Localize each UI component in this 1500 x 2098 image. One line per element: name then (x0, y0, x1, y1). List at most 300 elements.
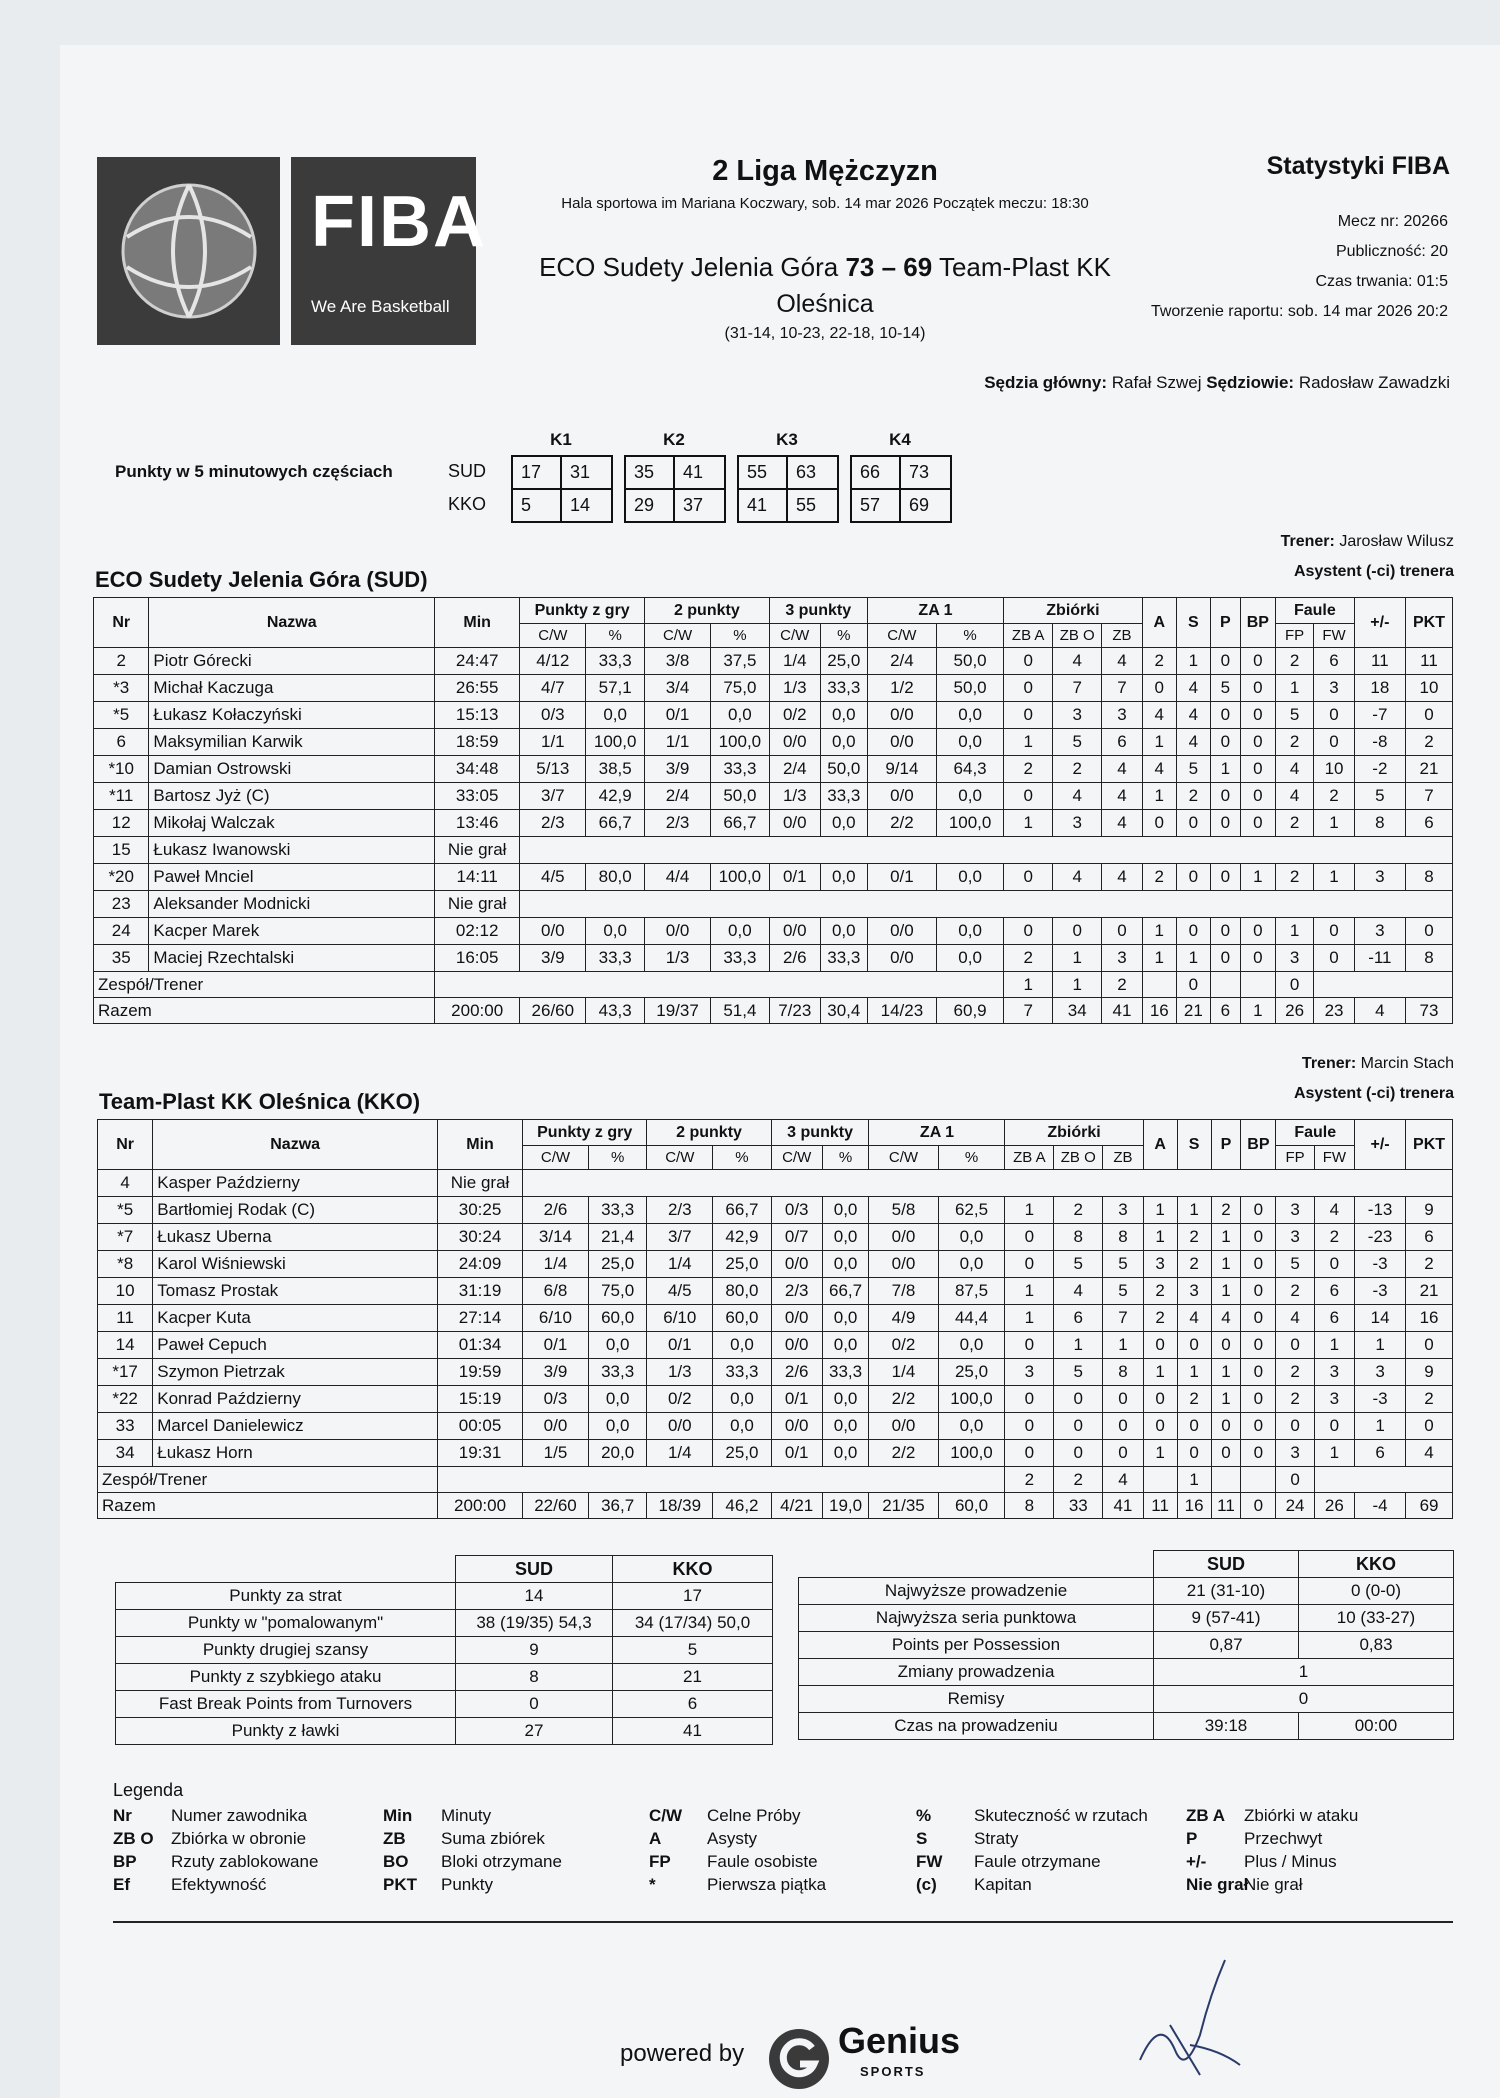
player-row (94, 756, 1453, 783)
stat-cell: 0,0 (713, 1413, 771, 1440)
stat-cell: 0 (1103, 1386, 1143, 1413)
summary-value: 38 (19/35) 54,3 (456, 1610, 613, 1637)
stat-cell: 0 (1241, 1278, 1276, 1305)
totals-cell: 73 (1405, 998, 1452, 1024)
stat-cell: 1 (1004, 729, 1053, 756)
legend-desc: Minuty (441, 1806, 492, 1825)
stat-cell: 0,0 (820, 918, 867, 945)
footer-divider (113, 1921, 1453, 1923)
stat-cell: 4 (1275, 756, 1313, 783)
stat-cell: 0/0 (867, 729, 936, 756)
referee-name: Rafał Szwej (1111, 373, 1202, 392)
stat-cell: 50,0 (937, 675, 1004, 702)
stat-cell: 0/0 (869, 1224, 938, 1251)
player-name: Bartłomiej Rodak (C) (153, 1197, 438, 1224)
totals-cell: 11 (1143, 1493, 1177, 1519)
player-name: Paweł Mnciel (149, 864, 435, 891)
stat-cell: 00:05 (438, 1413, 523, 1440)
stat-cell: 60,0 (588, 1305, 646, 1332)
team-coach-label: Zespół/Trener (94, 972, 435, 998)
stat-cell: 0,0 (937, 918, 1004, 945)
summary-team-col: KKO (1299, 1551, 1454, 1578)
stat-cell: 1 (1142, 729, 1176, 756)
col-sub: % (938, 1146, 1005, 1170)
stat-cell: 2/4 (867, 648, 936, 675)
stat-cell: 3/4 (644, 675, 710, 702)
summary-row (799, 1605, 1454, 1632)
stat-cell: 0 (1054, 1413, 1103, 1440)
stat-cell: 50,0 (937, 648, 1004, 675)
player-row (94, 675, 1453, 702)
totals-cell: 21 (1176, 998, 1210, 1024)
player-number: 11 (98, 1305, 153, 1332)
stat-cell: 1 (1240, 864, 1275, 891)
legend-item (649, 1875, 826, 1895)
stat-cell: 3/9 (644, 756, 710, 783)
stat-cell: 4 (1406, 1440, 1453, 1467)
col-sub: % (586, 624, 645, 648)
stat-cell: 1 (1005, 1278, 1054, 1305)
five-min-team-kko: KKO (448, 494, 487, 514)
stat-cell: 87,5 (938, 1278, 1005, 1305)
stat-cell: 3/9 (523, 1359, 589, 1386)
stat-cell: 1 (1004, 810, 1053, 837)
totals-cell: 7 (1004, 998, 1053, 1024)
stat-cell: 1/3 (769, 783, 820, 810)
player-number: 14 (98, 1332, 153, 1359)
stat-cell: 0 (1004, 675, 1053, 702)
stat-cell: 2/2 (869, 1386, 938, 1413)
stat-cell: 3/8 (644, 648, 710, 675)
stat-cell: 1 (1142, 918, 1176, 945)
summary-value: 0 (456, 1691, 613, 1718)
stat-cell: 10 (1314, 756, 1355, 783)
five-min-value: 31 (570, 462, 591, 482)
stat-cell: 0/0 (869, 1251, 938, 1278)
legend-desc: Numer zawodnika (171, 1806, 308, 1825)
col-group: Zbiórki (1004, 598, 1143, 624)
player-row (98, 1197, 1453, 1224)
final-score: 73 – 69 (845, 252, 933, 282)
summary-value: 5 (613, 1637, 773, 1664)
legend-item (649, 1829, 757, 1849)
stats-table-sud (93, 597, 1453, 1024)
stat-cell: 0 (1143, 1386, 1177, 1413)
stat-cell: 7 (1405, 783, 1452, 810)
attendance: Publiczność: 20 (1335, 243, 1448, 260)
legend-abbr: * (649, 1875, 656, 1894)
stat-cell: 0 (1103, 1413, 1143, 1440)
col-sub: C/W (647, 1146, 713, 1170)
stat-cell: -3 (1355, 1386, 1406, 1413)
col-min: Min (438, 1120, 523, 1170)
stat-cell: 60,0 (713, 1305, 771, 1332)
stat-cell: 4 (1177, 1305, 1211, 1332)
summary-value: 00:00 (1299, 1713, 1454, 1740)
stat-cell: 1 (1210, 756, 1240, 783)
stat-cell: 20,0 (588, 1440, 646, 1467)
home-team: ECO Sudety Jelenia Góra (539, 252, 839, 282)
stat-cell: 7/8 (869, 1278, 938, 1305)
stat-cell: 66,7 (586, 810, 645, 837)
stat-cell: 0,0 (586, 702, 645, 729)
stat-cell: -3 (1355, 1278, 1406, 1305)
stat-cell: 0 (1240, 810, 1275, 837)
summary-value: 34 (17/34) 50,0 (613, 1610, 773, 1637)
stat-cell: 0,0 (822, 1224, 869, 1251)
five-min-value: 37 (683, 495, 704, 515)
five-min-value: 55 (796, 495, 817, 515)
five-min-value: 66 (860, 462, 881, 482)
stat-cell: 33,3 (820, 945, 867, 972)
stat-cell: 0/3 (771, 1197, 822, 1224)
stat-cell: 3 (1276, 1440, 1314, 1467)
stat-cell: 33,3 (822, 1359, 869, 1386)
stat-cell: 6 (1406, 1224, 1453, 1251)
stat-cell: 42,9 (586, 783, 645, 810)
legend-abbr: (c) (916, 1875, 937, 1894)
legend-abbr: ZB O (113, 1829, 154, 1848)
col-sub: ZB (1103, 1146, 1143, 1170)
stat-cell: 0 (1241, 1440, 1276, 1467)
stat-cell: 1 (1176, 945, 1210, 972)
stat-cell: 4 (1176, 675, 1210, 702)
stat-cell: 4 (1102, 783, 1143, 810)
stat-cell: 0 (1177, 1332, 1211, 1359)
player-number: 33 (98, 1413, 153, 1440)
stat-cell: 1 (1211, 1251, 1241, 1278)
stat-cell: 0 (1142, 675, 1176, 702)
summary-label: Punkty drugiej szansy (116, 1637, 456, 1664)
totals-cell: 200:00 (438, 1493, 523, 1519)
player-name: Bartosz Jyż (C) (149, 783, 435, 810)
totals-cell: 14/23 (867, 998, 936, 1024)
summary-label: Fast Break Points from Turnovers (116, 1691, 456, 1718)
legend-desc: Skuteczność w rzutach (974, 1806, 1148, 1825)
stat-cell: 33,3 (820, 783, 867, 810)
totals-cell: 26/60 (520, 998, 586, 1024)
coach-line-kko (1302, 1055, 1454, 1073)
stat-cell: 0/1 (523, 1332, 589, 1359)
totals-cell: 21/35 (869, 1493, 938, 1519)
totals-cell: 0 (1241, 1493, 1276, 1519)
legend-desc: Asysty (707, 1829, 758, 1848)
stat-cell: 0,0 (822, 1386, 869, 1413)
legend-desc: Bloki otrzymane (441, 1852, 562, 1871)
stat-cell: 21,4 (588, 1224, 646, 1251)
stat-cell: 0 (1241, 1305, 1276, 1332)
stat-cell: 100,0 (938, 1440, 1005, 1467)
stat-cell: 66,7 (713, 1197, 771, 1224)
stat-cell: 1 (1176, 648, 1210, 675)
player-name: Damian Ostrowski (149, 756, 435, 783)
stat-cell: 0/2 (647, 1386, 713, 1413)
stat-cell: 75,0 (588, 1278, 646, 1305)
stat-cell: 0 (1210, 648, 1240, 675)
player-name: Kasper Październy (153, 1170, 438, 1197)
stat-cell: 0,0 (938, 1224, 1005, 1251)
stat-cell: 33,3 (588, 1359, 646, 1386)
stat-cell: 01:34 (438, 1332, 523, 1359)
stat-cell: 3 (1355, 1359, 1406, 1386)
col-group: Faule (1275, 598, 1354, 624)
stat-cell: 6 (1102, 729, 1143, 756)
summary-row (116, 1664, 773, 1691)
legend-desc: Pierwsza piątka (707, 1875, 827, 1894)
player-minutes: Nie grał (435, 891, 520, 918)
stat-cell: 0 (1102, 918, 1143, 945)
totals-cell: 51,4 (711, 998, 770, 1024)
col-sub: FP (1276, 1146, 1314, 1170)
player-number: 6 (94, 729, 149, 756)
stat-cell: 0,0 (937, 945, 1004, 972)
legend-desc: Celne Próby (707, 1806, 801, 1825)
summary-corner (799, 1551, 1154, 1578)
stat-cell: 33,3 (820, 675, 867, 702)
stat-cell: 4 (1102, 756, 1143, 783)
stat-cell: 5 (1103, 1251, 1143, 1278)
stat-cell: 8 (1054, 1224, 1103, 1251)
stat-cell: 1 (1142, 945, 1176, 972)
stat-cell: 0 (1005, 1251, 1054, 1278)
stat-cell: 100,0 (938, 1386, 1005, 1413)
legend-item (113, 1829, 306, 1849)
stat-cell: 0 (1240, 729, 1275, 756)
stat-cell: -13 (1355, 1197, 1406, 1224)
stat-cell: 2 (1143, 1305, 1177, 1332)
legend-abbr: P (1186, 1829, 1198, 1848)
col-sub: ZB (1102, 624, 1143, 648)
stat-cell: 2 (1004, 945, 1053, 972)
stat-cell: 100,0 (711, 729, 770, 756)
col-group: ZA 1 (869, 1120, 1005, 1146)
col-sub: % (937, 624, 1004, 648)
team-zb: 4 (1103, 1467, 1143, 1493)
totals-cell: 18/39 (647, 1493, 713, 1519)
stat-cell: 5 (1054, 1251, 1103, 1278)
stat-cell: 0 (1005, 1224, 1054, 1251)
stat-cell: 2 (1004, 756, 1053, 783)
stat-cell: 0 (1405, 702, 1452, 729)
summary-value: 6 (613, 1691, 773, 1718)
col-sub: % (588, 1146, 646, 1170)
player-number: 10 (98, 1278, 153, 1305)
stat-cell: 15:19 (438, 1386, 523, 1413)
stat-cell: -3 (1355, 1251, 1406, 1278)
col-sub: FP (1275, 624, 1313, 648)
stat-cell: 8 (1405, 864, 1452, 891)
totals-cell: 41 (1102, 998, 1143, 1024)
stat-cell: 0 (1004, 783, 1053, 810)
summary-label: Zmiany prowadzenia (799, 1659, 1154, 1686)
summary-value: 27 (456, 1718, 613, 1745)
five-minute-label: Punkty w 5 minutowych częściach (115, 462, 393, 481)
stat-cell: 2/6 (523, 1197, 589, 1224)
stat-cell: 11 (1354, 648, 1405, 675)
player-name: Łukasz Uberna (153, 1224, 438, 1251)
stat-cell: 8 (1103, 1224, 1143, 1251)
did-not-play-cell (523, 1170, 1453, 1197)
header-row (98, 1120, 1453, 1146)
team-a (1143, 1467, 1177, 1493)
five-min-value: 41 (683, 462, 704, 482)
stat-cell: 6 (1355, 1440, 1406, 1467)
summary-team-col: SUD (456, 1556, 613, 1583)
stat-cell: 2/3 (771, 1278, 822, 1305)
totals-cell: 69 (1406, 1493, 1453, 1519)
totals-cell: 26 (1275, 998, 1313, 1024)
stat-cell: 4/9 (869, 1305, 938, 1332)
stat-cell: 38,5 (586, 756, 645, 783)
five-min-team-sud: SUD (448, 461, 487, 481)
col-name: Nazwa (149, 598, 435, 648)
stat-cell: 37,5 (711, 648, 770, 675)
stat-cell: 2 (1177, 1224, 1211, 1251)
summary-team-col: SUD (1154, 1551, 1299, 1578)
col-sub: C/W (644, 624, 710, 648)
stat-cell: 2 (1276, 1359, 1314, 1386)
stat-cell: 0,0 (822, 1440, 869, 1467)
totals-row (94, 998, 1453, 1024)
stat-cell: 0 (1210, 729, 1240, 756)
player-name: Łukasz Horn (153, 1440, 438, 1467)
stat-cell: 1/1 (520, 729, 586, 756)
stat-cell: 4 (1053, 864, 1102, 891)
col-group: BP (1241, 1120, 1276, 1170)
summary-value: 9 (57-41) (1154, 1605, 1299, 1632)
stat-cell: 19:59 (438, 1359, 523, 1386)
stat-cell: 0 (1211, 1413, 1241, 1440)
five-min-value: 17 (521, 462, 542, 482)
legend-item (1186, 1852, 1337, 1872)
legend-desc: Rzuty zablokowane (171, 1852, 319, 1871)
totals-cell: 46,2 (713, 1493, 771, 1519)
stat-cell: 0/0 (867, 783, 936, 810)
stat-cell: 0 (1143, 1332, 1177, 1359)
stat-cell: 1/4 (647, 1440, 713, 1467)
player-row (94, 810, 1453, 837)
stat-cell: 1 (1143, 1440, 1177, 1467)
stat-cell: 3 (1354, 918, 1405, 945)
player-name: Piotr Górecki (149, 648, 435, 675)
stat-cell: 0/0 (867, 702, 936, 729)
col-group: Punkty z gry (520, 598, 645, 624)
col-name: Nazwa (153, 1120, 438, 1170)
legend-item (916, 1829, 1018, 1849)
stat-cell: 24:47 (435, 648, 520, 675)
player-number: *20 (94, 864, 149, 891)
stat-cell: 44,4 (938, 1305, 1005, 1332)
stat-cell: 30:25 (438, 1197, 523, 1224)
legend-abbr: FP (649, 1852, 671, 1871)
stat-cell: 1 (1005, 1305, 1054, 1332)
team-zb: 2 (1102, 972, 1143, 998)
stat-cell: 3 (1314, 675, 1355, 702)
col-group: Punkty z gry (523, 1120, 647, 1146)
legend-desc: Efektywność (171, 1875, 267, 1894)
player-name: Maciej Rzechtalski (149, 945, 435, 972)
coach-label: Trener: (1301, 1055, 1357, 1072)
col-sub: % (711, 624, 770, 648)
stat-cell: 7 (1102, 675, 1143, 702)
stat-cell: 8 (1405, 945, 1452, 972)
stat-cell: 1 (1103, 1332, 1143, 1359)
stat-cell: 2 (1143, 1278, 1177, 1305)
duration: Czas trwania: 01:5 (1315, 273, 1448, 290)
stat-cell: 33,3 (586, 945, 645, 972)
stat-cell: 0 (1314, 702, 1355, 729)
summary-value: 1 (1154, 1659, 1454, 1686)
summary-row (116, 1691, 773, 1718)
totals-cell: 1 (1240, 998, 1275, 1024)
col-sub: C/W (869, 1146, 938, 1170)
coach-name: Marcin Stach (1360, 1055, 1454, 1072)
assistants-label: Sędziowie: (1206, 373, 1295, 392)
player-name: Maksymilian Karwik (149, 729, 435, 756)
five-min-value: 41 (747, 495, 768, 515)
stat-cell: 33,3 (713, 1359, 771, 1386)
stat-cell: 0,0 (822, 1332, 869, 1359)
stat-cell: 2 (1276, 1386, 1314, 1413)
coach-name: Jarosław Wilusz (1339, 533, 1454, 550)
stat-cell: 0 (1406, 1332, 1453, 1359)
stat-cell: 1 (1314, 864, 1355, 891)
stat-cell: 2/6 (771, 1359, 822, 1386)
summary-header (799, 1551, 1454, 1578)
player-name: Łukasz Iwanowski (149, 837, 435, 864)
stat-cell: 0,0 (822, 1251, 869, 1278)
stat-cell: 25,0 (938, 1359, 1005, 1386)
stat-cell: 14 (1355, 1305, 1406, 1332)
team-fp: 0 (1276, 1467, 1314, 1493)
stat-cell: 18:59 (435, 729, 520, 756)
stat-cell: 1 (1054, 1332, 1103, 1359)
stat-cell: 75,0 (711, 675, 770, 702)
stat-cell: 5 (1354, 783, 1405, 810)
stat-cell: 3 (1177, 1278, 1211, 1305)
team-zbo: 2 (1054, 1467, 1103, 1493)
stat-cell: 5 (1103, 1278, 1143, 1305)
team-coach-row (98, 1467, 1453, 1493)
stat-cell: 0 (1240, 648, 1275, 675)
col-group: 3 punkty (771, 1120, 869, 1146)
summary-value: 8 (456, 1664, 613, 1691)
five-min-value: 57 (860, 495, 881, 515)
col-group: Zbiórki (1005, 1120, 1143, 1146)
player-number: 12 (94, 810, 149, 837)
stat-cell: 0 (1176, 864, 1210, 891)
summary-team-col: KKO (613, 1556, 773, 1583)
stat-cell: 1 (1177, 1359, 1211, 1386)
team-p (1210, 972, 1240, 998)
stat-cell: 2 (1211, 1197, 1241, 1224)
totals-cell: 4 (1354, 998, 1405, 1024)
stat-cell: 0 (1004, 648, 1053, 675)
stat-cell: 3 (1053, 810, 1102, 837)
legend-abbr: Min (383, 1806, 413, 1825)
player-row (98, 1386, 1453, 1413)
five-min-box-k4 (850, 455, 952, 523)
stat-cell: 1 (1314, 810, 1355, 837)
stat-cell: 34:48 (435, 756, 520, 783)
powered-by-label: powered by (620, 2040, 745, 2067)
stat-cell: 6/10 (523, 1305, 589, 1332)
summary-row (799, 1578, 1454, 1605)
stat-cell: 42,9 (713, 1224, 771, 1251)
player-name: Kacper Marek (149, 918, 435, 945)
col-group: PKT (1405, 598, 1452, 648)
col-group: Faule (1276, 1120, 1355, 1146)
